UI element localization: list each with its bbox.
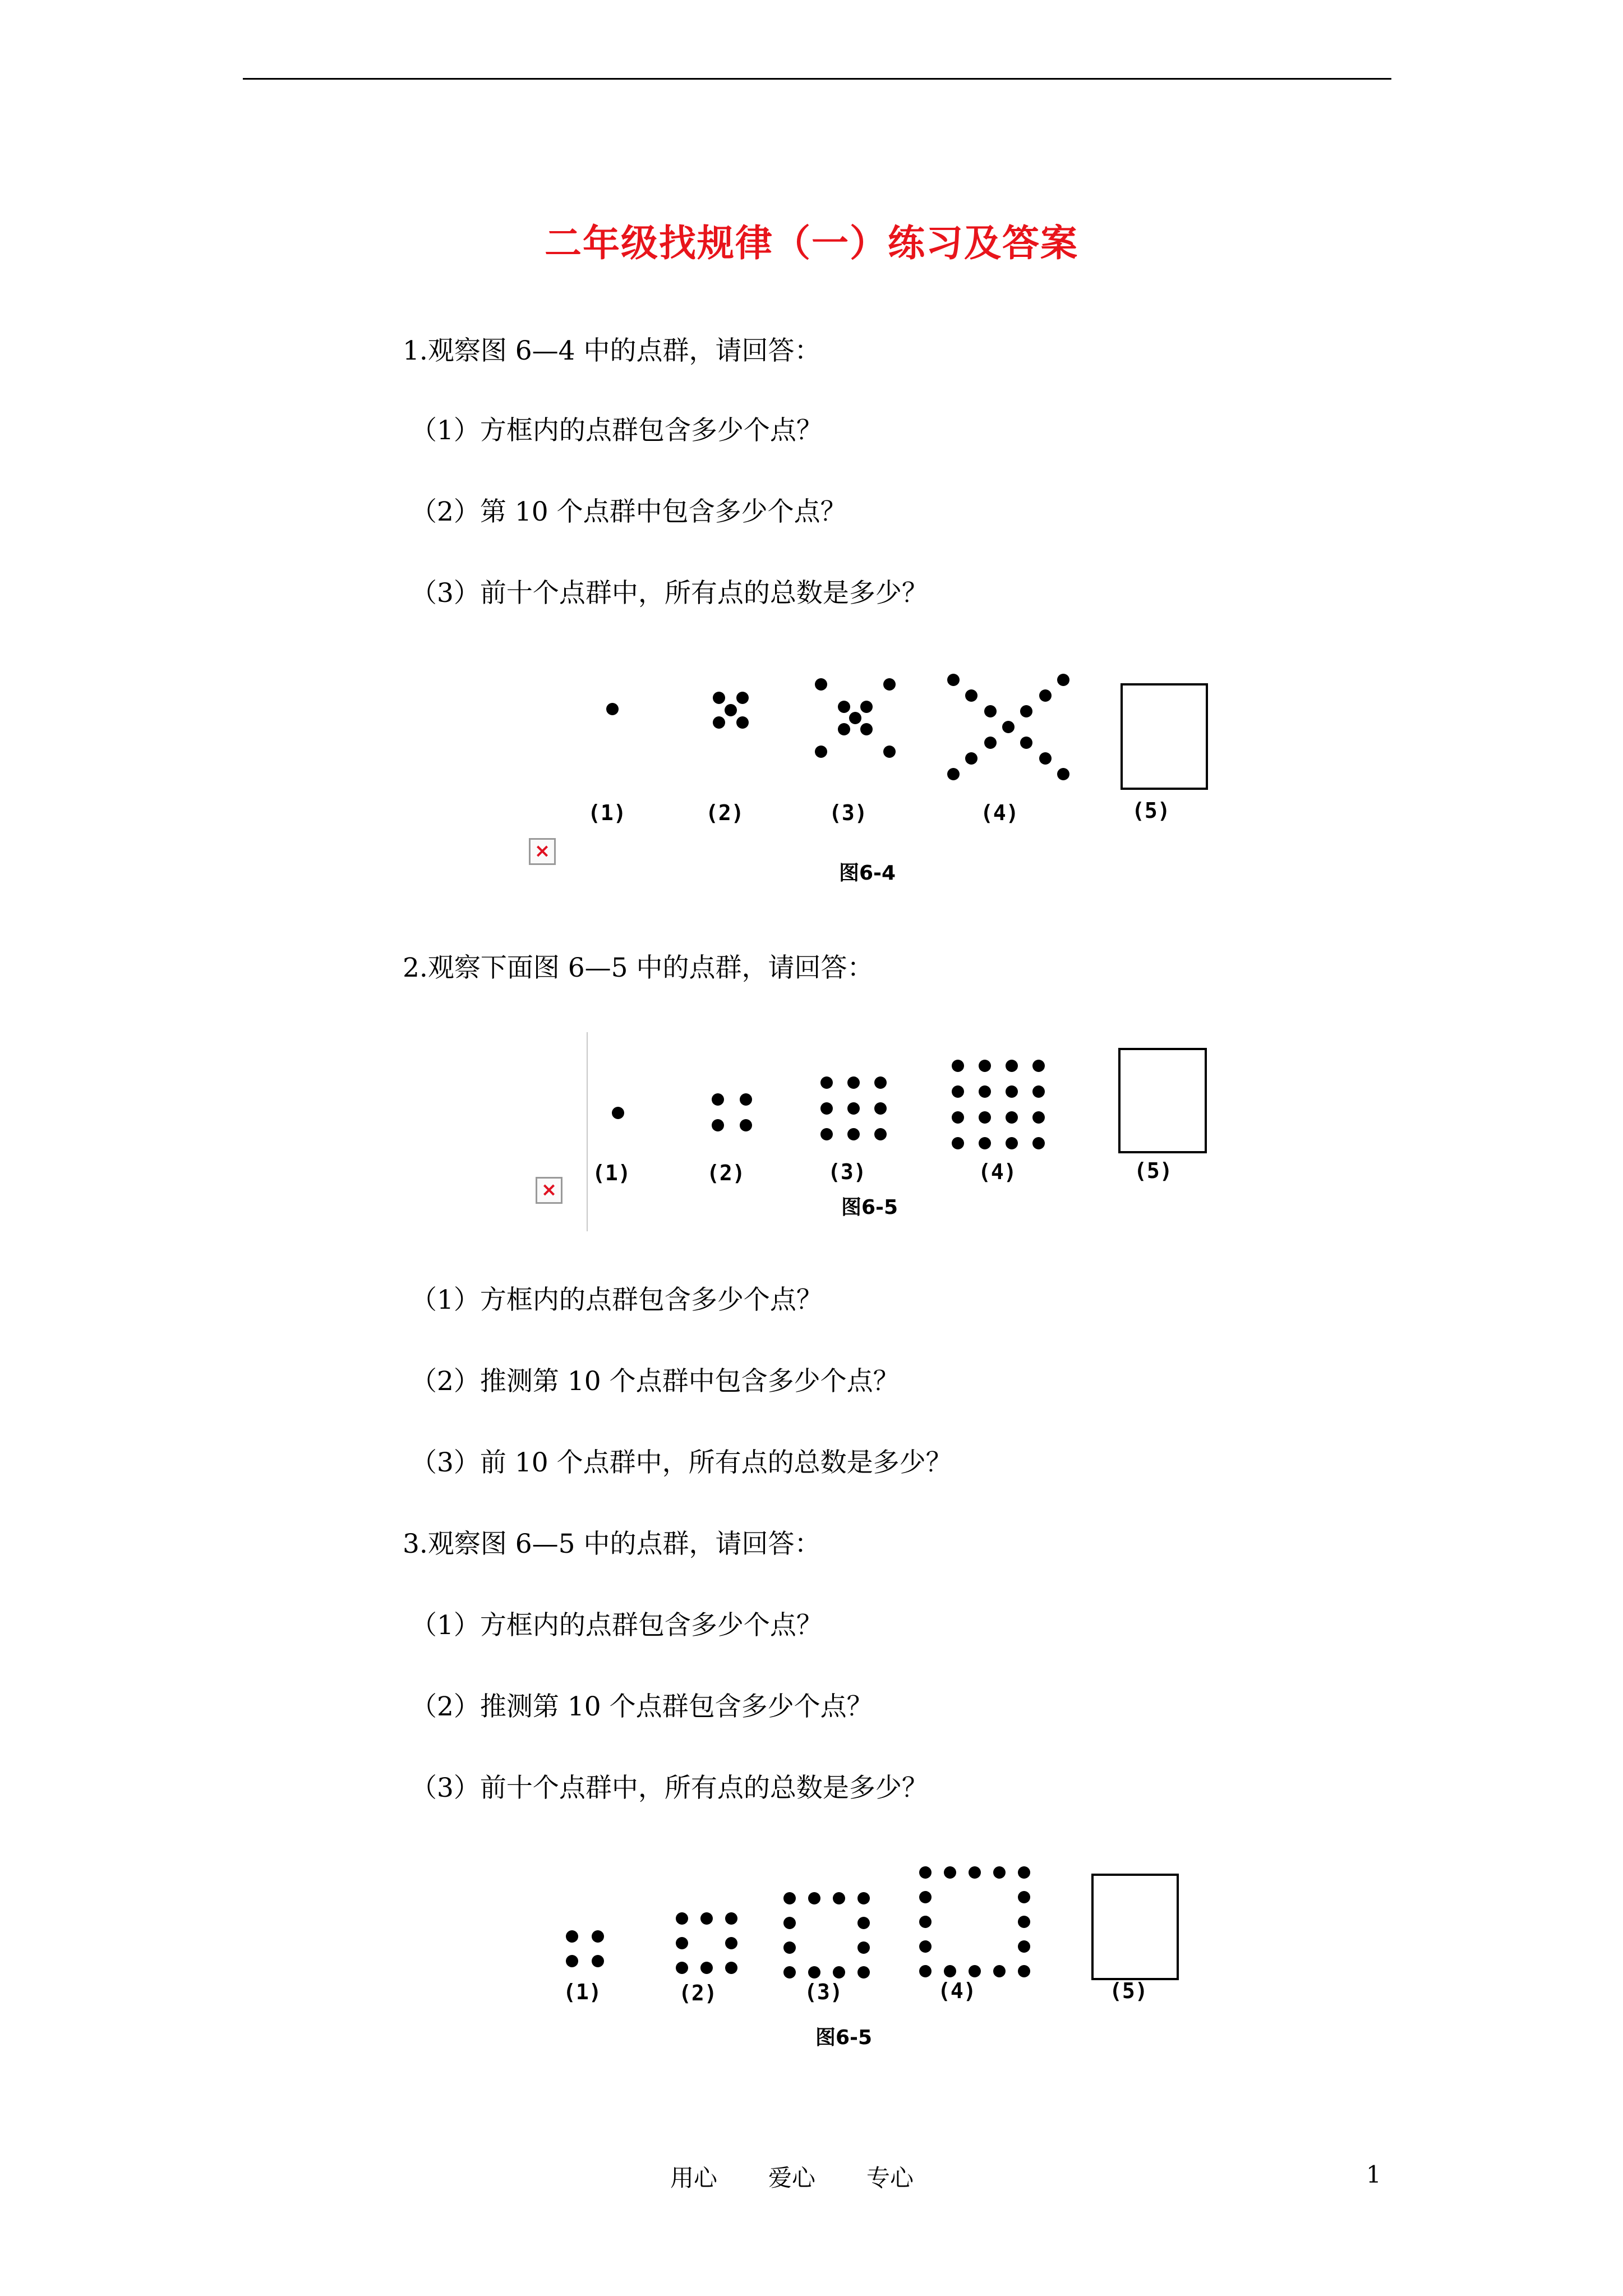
q2-stem: 2.观察下面图 6—5 中的点群，请回答： — [403, 953, 874, 983]
page-number: 1 — [1366, 2161, 1381, 2188]
footer-text-middle: 爱心 — [768, 2164, 816, 2192]
fig2-group-2 — [712, 1093, 752, 1131]
footer-text-left: 用心 — [670, 2164, 718, 2192]
q3-sub2: （2）推测第 10 个点群包含多少个点？ — [411, 1691, 873, 1722]
fig1-label-4: (4) — [980, 800, 1019, 825]
page-title: 二年级找规律（一）练习及答案 — [545, 221, 1078, 265]
fig3-empty-box — [1092, 1875, 1178, 1979]
fig3-label-5: (5) — [1109, 1978, 1148, 2003]
figure-6-4 — [561, 662, 1234, 898]
fig2-caption: 图6-5 — [841, 1196, 898, 1219]
fig3-group-4 — [919, 1866, 1030, 1977]
q3-sub1: （1）方框内的点群包含多少个点？ — [411, 1610, 823, 1641]
fig1-group-2 — [713, 692, 749, 729]
fig2-group-4 — [952, 1060, 1045, 1149]
figure-6-5-squares — [538, 1851, 1211, 2053]
footer-text-right: 专心 — [866, 2164, 914, 2192]
fig1-group-1 — [606, 703, 619, 715]
fig3-label-3: (3) — [804, 1980, 843, 2004]
q1-sub1: （1）方框内的点群包含多少个点？ — [411, 415, 823, 446]
fig3-group-3 — [783, 1892, 870, 1978]
figure-6-5-grid — [561, 1027, 1234, 1240]
fig1-label-3: (3) — [829, 800, 868, 825]
q2-sub2: （2）推测第 10 个点群中包含多少个点？ — [411, 1366, 900, 1397]
fig1-label-5: (5) — [1132, 798, 1170, 823]
fig2-label-2: (2) — [707, 1161, 745, 1185]
fig3-caption: 图6-5 — [815, 2026, 873, 2049]
fig2-label-5: (5) — [1134, 1158, 1173, 1183]
q1-sub3: （3）前十个点群中，所有点的总数是多少？ — [411, 578, 928, 609]
fig1-caption: 图6-4 — [839, 862, 896, 885]
fig3-label-2: (2) — [679, 1981, 717, 2005]
broken-image-icon: × — [529, 838, 556, 865]
fig1-empty-box — [1122, 684, 1207, 789]
fig2-group-1 — [612, 1107, 624, 1119]
fig1-label-1: (1) — [588, 800, 626, 825]
fig1-label-2: (2) — [706, 800, 744, 825]
fig2-label-4: (4) — [978, 1159, 1017, 1184]
fig1-group-3 — [815, 678, 896, 758]
fig2-label-3: (3) — [828, 1159, 866, 1184]
fig3-group-2 — [676, 1912, 737, 1974]
fig2-label-1: (1) — [592, 1161, 631, 1185]
fig3-group-1 — [566, 1930, 604, 1967]
header-rule — [243, 78, 1391, 80]
q1-stem: 1.观察图 6—4 中的点群，请回答： — [403, 335, 821, 366]
q3-stem: 3.观察图 6—5 中的点群，请回答： — [403, 1529, 821, 1559]
fig3-label-4: (4) — [938, 1978, 976, 2003]
fig2-group-3 — [820, 1076, 887, 1140]
q3-sub3: （3）前十个点群中，所有点的总数是多少？ — [411, 1773, 928, 1803]
fig2-empty-box — [1119, 1049, 1206, 1152]
broken-image-icon: × — [536, 1177, 562, 1204]
fig3-label-1: (1) — [563, 1980, 602, 2004]
q2-sub3: （3）前 10 个点群中，所有点的总数是多少？ — [411, 1447, 952, 1478]
q1-sub2: （2）第 10 个点群中包含多少个点？ — [411, 496, 847, 527]
fig1-group-4 — [947, 674, 1069, 780]
q2-sub1: （1）方框内的点群包含多少个点？ — [411, 1285, 823, 1315]
